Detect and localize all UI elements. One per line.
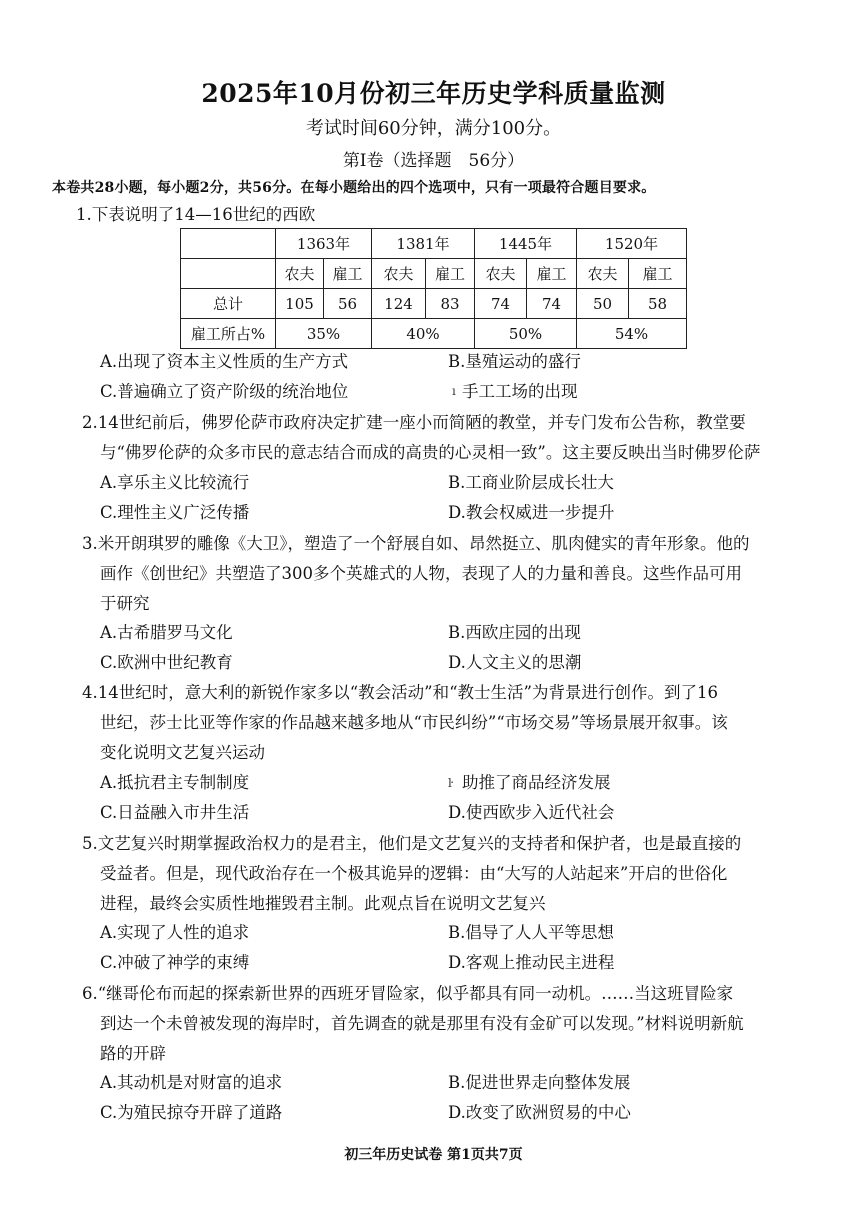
q3-stem-line1: 3.米开朗琪罗的雕像《大卫》，塑造了一个舒展自如、昂然挺立、肌肉健实的青年形象。他的 <box>82 534 750 553</box>
table-sub-header: 雇工 <box>426 259 475 289</box>
table-cell: 35% <box>276 319 372 349</box>
q6-option-b: B.促进世界走向整体发展 <box>448 1073 631 1092</box>
q2-option-c: C.理性主义广泛传播 <box>100 503 250 522</box>
q5-option-c: C.冲破了神学的束缚 <box>100 953 250 972</box>
q5-stem-line1: 5.文艺复兴时期掌握政治权力的是君主，他们是文艺复兴的支持者和保护者，也是最直接的 <box>82 834 742 853</box>
q6-option-a: A.其动机是对财富的追求 <box>100 1073 283 1092</box>
q6-stem-line2: 到达一个未曾被发现的海岸时，首先调查的就是那里有没有金矿可以发现。”材料说明新航 <box>100 1014 744 1033</box>
q4-stem-line2: 世纪，莎士比亚等作家的作品越来越多地从“市民纠纷”“市场交易”等场景展开叙事。该 <box>100 713 728 732</box>
q3-option-a: A.古希腊罗马文化 <box>100 623 233 642</box>
table-cell: 40% <box>372 319 475 349</box>
table-sub-header: 农夫 <box>372 259 426 289</box>
q5-stem-line2: 受益者。但是，现代政治存在一个极其诡异的逻辑：由“大写的人站起来”开启的世俗化 <box>100 864 728 883</box>
q6-stem-line1: 6.“继哥伦布而起的探索新世界的西班牙冒险家，似乎都具有同一动机。……当这班冒险家 <box>82 984 734 1003</box>
table-cell: 56 <box>324 289 372 319</box>
q4-option-d: D.使西欧步入近代社会 <box>448 803 615 822</box>
q5-option-d: D.客观上推动民主进程 <box>448 953 615 972</box>
q2-stem-line2: 与“佛罗伦萨的众多市民的意志结合而成的高贵的心灵相一致”。这主要反映出当时佛罗伦萨 <box>100 443 761 462</box>
table-cell: 74 <box>475 289 527 319</box>
q1-option-c: C.普遍确立了资产阶级的统治地位 <box>100 382 349 401</box>
q1-table <box>180 228 687 349</box>
table-empty-cell <box>181 259 276 289</box>
table-sub-header: 雇工 <box>629 259 687 289</box>
table-cell: 105 <box>276 289 324 319</box>
q1-option-d: 手工工场的出现 <box>462 382 578 401</box>
table-cell: 74 <box>527 289 577 319</box>
table-year-header: 1445年 <box>475 229 577 259</box>
q1-option-a: A.出现了资本主义性质的生产方式 <box>100 352 349 371</box>
table-cell: 83 <box>426 289 475 319</box>
table-row-label: 总计 <box>181 289 276 319</box>
table-sub-header: 农夫 <box>577 259 629 289</box>
q5-option-a: A.实现了人性的追求 <box>100 923 250 942</box>
q3-option-b: B.西欧庄园的出现 <box>448 623 581 642</box>
table-row-label: 雇工所占% <box>181 319 276 349</box>
q1-stem: 1.下表说明了14—16世纪的西欧 <box>76 205 316 224</box>
table-cell: 124 <box>372 289 426 319</box>
q4-option-b: 助推了商品经济发展 <box>462 773 611 792</box>
q6-stem-line3: 路的开辟 <box>100 1044 166 1063</box>
table-row-years <box>181 229 687 259</box>
q3-stem-line3: 于研究 <box>100 594 150 613</box>
scan-mark: ı <box>452 384 456 398</box>
q4-stem-line1: 4.14世纪时，意大利的新锐作家多以“教会活动”和“教士生活”为背景进行创作。到了16 <box>82 683 718 702</box>
q2-option-b: B.工商业阶层成长壮大 <box>448 473 614 492</box>
table-sub-header: 农夫 <box>276 259 324 289</box>
exam-info: 考试时间60分钟，满分100分。 <box>305 118 562 139</box>
table-cell: 58 <box>629 289 687 319</box>
table-year-header: 1363年 <box>276 229 372 259</box>
q3-stem-line2: 画作《创世纪》共塑造了300多个英雄式的人物，表现了人的力量和善良。这些作品可用 <box>100 564 742 583</box>
q6-option-c: C.为殖民掠夺开辟了道路 <box>100 1103 283 1122</box>
scan-mark: ŀ <box>448 776 452 790</box>
table-row-total <box>181 289 687 319</box>
table-sub-header: 农夫 <box>475 259 527 289</box>
q6-option-d: D.改变了欧洲贸易的中心 <box>448 1103 631 1122</box>
table-cell: 54% <box>577 319 687 349</box>
section-heading: 第Ⅰ卷（选择题 56分） <box>342 151 525 171</box>
q4-option-a: A.抵抗君主专制制度 <box>100 773 250 792</box>
table-cell: 50% <box>475 319 577 349</box>
table-sub-header: 雇工 <box>324 259 372 289</box>
table-row-sub <box>181 259 687 289</box>
table-sub-header: 雇工 <box>527 259 577 289</box>
q3-option-d: D.人文主义的思潮 <box>448 653 582 672</box>
q5-stem-line3: 进程，最终会实质性地摧毁君主制。此观点旨在说明文艺复兴 <box>100 894 546 913</box>
page-footer: 初三年历史试卷 第1页共7页 <box>344 1147 523 1163</box>
q4-stem-line3: 变化说明文艺复兴运动 <box>100 743 265 762</box>
page-title: 2025年10月份初三年历史学科质量监测 <box>201 79 666 108</box>
q2-option-a: A.享乐主义比较流行 <box>100 473 250 492</box>
instructions: 本卷共28小题，每小题2分，共56分。在每小题给出的四个选项中，只有一项最符合题目要求。 <box>52 180 656 196</box>
q3-option-c: C.欧洲中世纪教育 <box>100 653 233 672</box>
q1-option-b: B.垦殖运动的盛行 <box>448 352 581 371</box>
table-cell: 50 <box>577 289 629 319</box>
table-corner-cell <box>181 229 276 259</box>
q2-stem-line1: 2.14世纪前后，佛罗伦萨市政府决定扩建一座小而简陋的教堂，并专门发布公告称，教堂要 <box>82 413 746 432</box>
table-row-percent <box>181 319 687 349</box>
q4-option-c: C.日益融入市井生活 <box>100 803 250 822</box>
table-year-header: 1520年 <box>577 229 687 259</box>
q2-option-d: D.教会权威进一步提升 <box>448 503 615 522</box>
q5-option-b: B.倡导了人人平等思想 <box>448 923 614 942</box>
table-year-header: 1381年 <box>372 229 475 259</box>
